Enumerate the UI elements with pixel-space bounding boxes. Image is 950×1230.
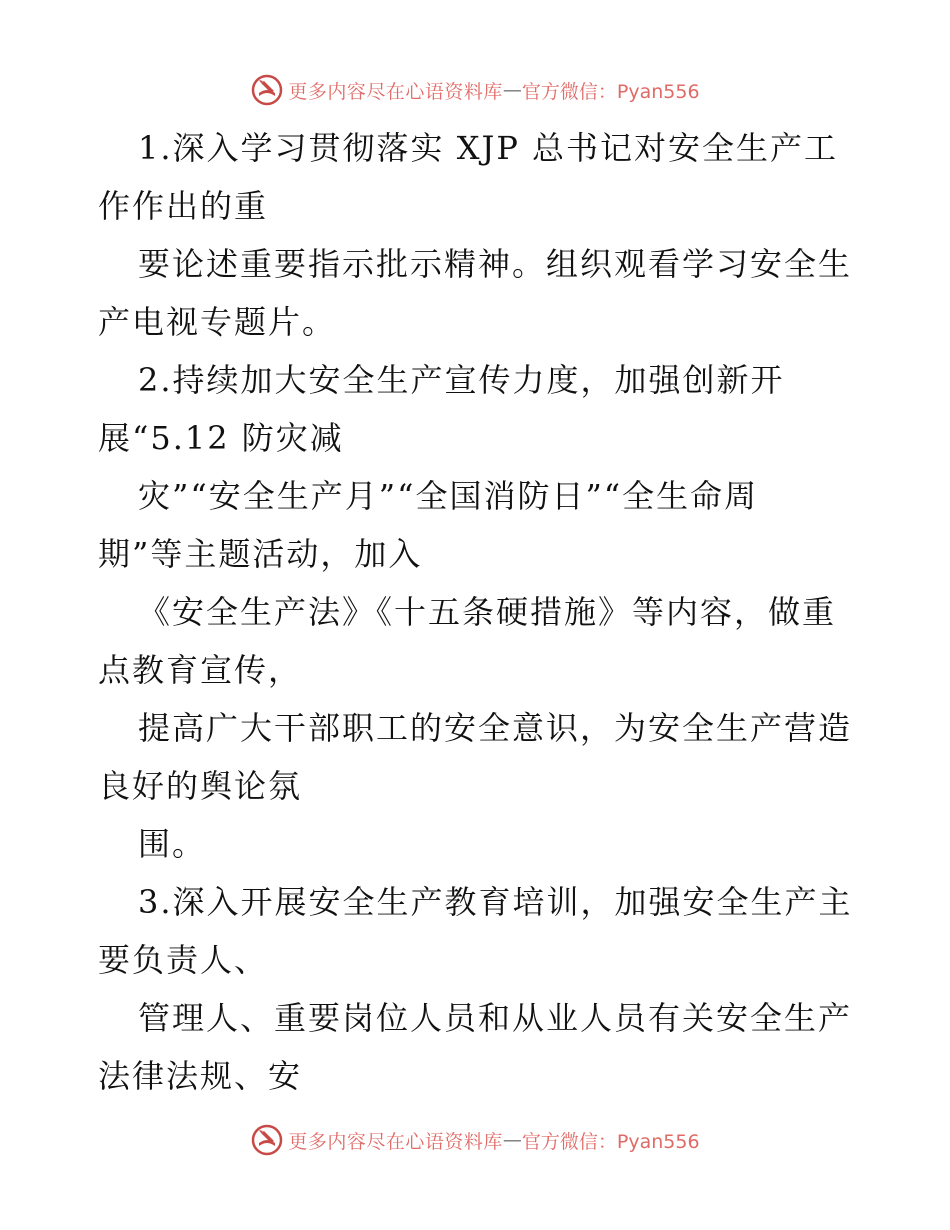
text-line: 要论述重要指示批示精神。组织观看学习安全生 — [138, 245, 853, 283]
book-pen-logo-icon — [250, 1123, 284, 1157]
text-line: 展“5.12 防灾减 — [98, 419, 344, 457]
banner-separator: — — [502, 79, 522, 101]
text-line: 法律法规、安 — [98, 1057, 303, 1095]
text-line: 围。 — [138, 825, 207, 863]
footer-banner — [0, 1120, 950, 1160]
text-line: 1.深入学习贯彻落实 XJP 总书记对安全生产工 — [138, 129, 839, 167]
banner-text: 更多内容尽在心语资料库 — [288, 1130, 503, 1153]
banner-wechat: 官方微信：Pyan556 — [521, 80, 700, 103]
text-line: 期”等主题活动，加入 — [98, 535, 423, 573]
text-line: 点教育宣传， — [98, 651, 303, 689]
banner-separator: — — [502, 1129, 522, 1151]
text-line: 2.持续加大安全生产宣传力度，加强创新开 — [138, 361, 785, 399]
header-banner — [0, 70, 950, 110]
book-pen-logo-icon — [250, 73, 284, 107]
text-line: 灾”“安全生产月”“全国消防日”“全生命周 — [138, 477, 759, 515]
banner-text: 更多内容尽在心语资料库 — [288, 80, 503, 103]
text-line: 要负责人、 — [98, 941, 269, 979]
text-line: 《安全生产法》《十五条硬措施》等内容，做重 — [138, 593, 837, 631]
text-line: 产电视专题片。 — [98, 303, 337, 341]
text-line: 3.深入开展安全生产教育培训，加强安全生产主 — [138, 883, 853, 921]
text-line: 提高广大干部职工的安全意识，为安全生产营造 — [138, 709, 853, 747]
text-line: 良好的舆论氛 — [98, 767, 303, 805]
banner-wechat: 官方微信：Pyan556 — [521, 1130, 700, 1153]
text-line: 作作出的重 — [98, 187, 269, 225]
text-line: 管理人、重要岗位人员和从业人员有关安全生产 — [138, 999, 853, 1037]
